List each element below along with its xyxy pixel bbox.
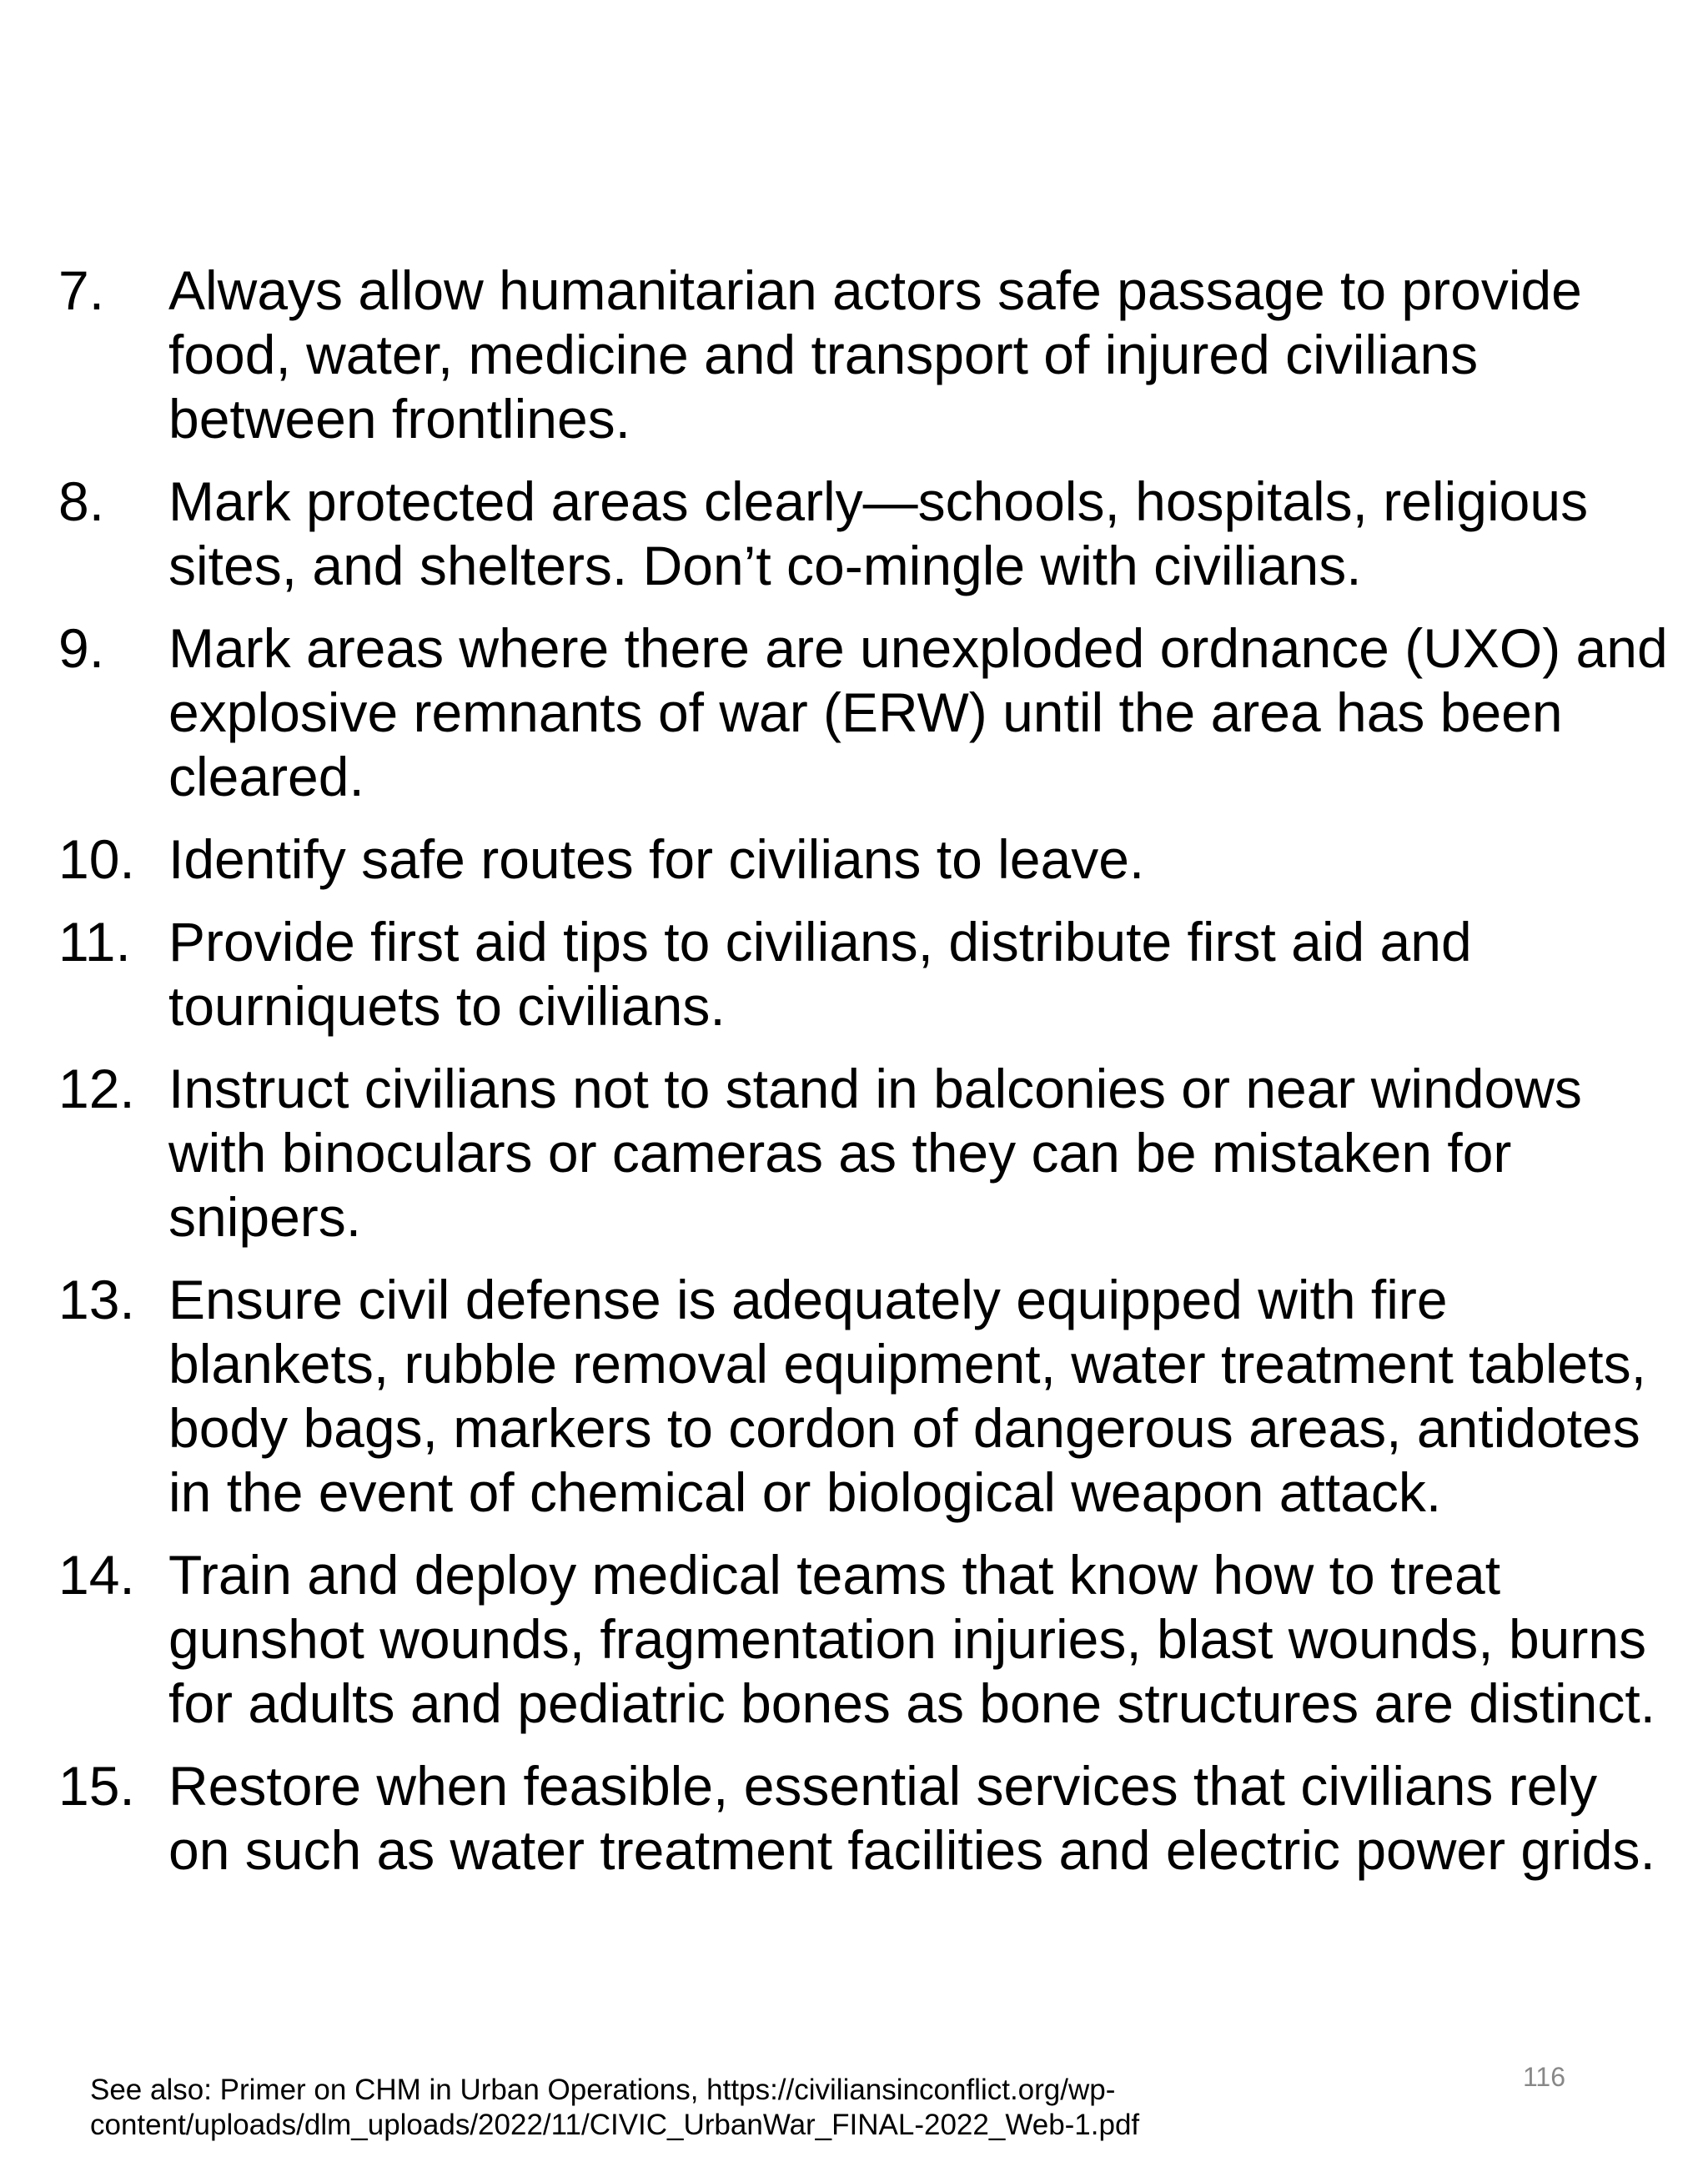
item-text: Identify safe routes for civilians to leave.	[168, 828, 1145, 890]
list-item	[58, 259, 1668, 451]
item-number: 7.	[58, 259, 105, 321]
item-text: Provide first aid tips to civilians, distribute first aid and tourniquets to civilians.	[168, 911, 1472, 1037]
item-number: 11.	[58, 911, 131, 973]
item-text: Mark protected areas clearly—schools, hospitals, religious sites, and shelters. Don’t co-mingle with civilians.	[168, 470, 1589, 596]
item-number: 14.	[58, 1544, 135, 1606]
footnote: See also: Primer on CHM in Urban Operations, https://civiliansinconflict.org/wp-content/uploads/dlm_uploads/2022/11/CIVIC_UrbanWar_FINAL-2022_Web-1.pdf	[90, 2074, 1140, 2141]
item-text: Ensure civil defense is adequately equipped with fire blankets, rubble removal equipment, water treatment tablets, body bags, markers to cordon of dangerous areas, antidotes in the event of chemical or biological weapon attack.	[168, 1269, 1646, 1523]
item-text: Train and deploy medical teams that know how to treat gunshot wounds, fragmentation injuries, blast wounds, burns for adults and pediatric bones as bone structures are distinct.	[168, 1544, 1655, 1734]
list-item	[58, 1754, 1668, 1883]
item-number: 8.	[58, 470, 105, 532]
page-number: 116	[1523, 2062, 1566, 2092]
list-item	[58, 1057, 1668, 1249]
item-text: Instruct civilians not to stand in balconies or near windows with binoculars or cameras as they can be mistaken for snipers.	[168, 1058, 1582, 1248]
list-item	[58, 1543, 1668, 1736]
item-number: 9.	[58, 617, 105, 679]
item-text: Restore when feasible, essential services that civilians rely on such as water treatment facilities and electric power grids.	[168, 1755, 1655, 1881]
item-text: Always allow humanitarian actors safe passage to provide food, water, medicine and transport of injured civilians between frontlines.	[168, 259, 1582, 450]
list-item	[58, 910, 1668, 1038]
list-item	[58, 1268, 1668, 1525]
item-number: 10.	[58, 828, 135, 890]
list-item	[58, 470, 1668, 598]
item-number: 12.	[58, 1058, 135, 1119]
item-number: 15.	[58, 1755, 135, 1817]
list-item	[58, 827, 1668, 892]
item-number: 13.	[58, 1269, 135, 1330]
recommendations-list	[58, 259, 1668, 1901]
item-text: Mark areas where there are unexploded ordnance (UXO) and explosive remnants of war (ERW) until the area has been cleared.	[168, 617, 1668, 807]
list-item	[58, 616, 1668, 809]
